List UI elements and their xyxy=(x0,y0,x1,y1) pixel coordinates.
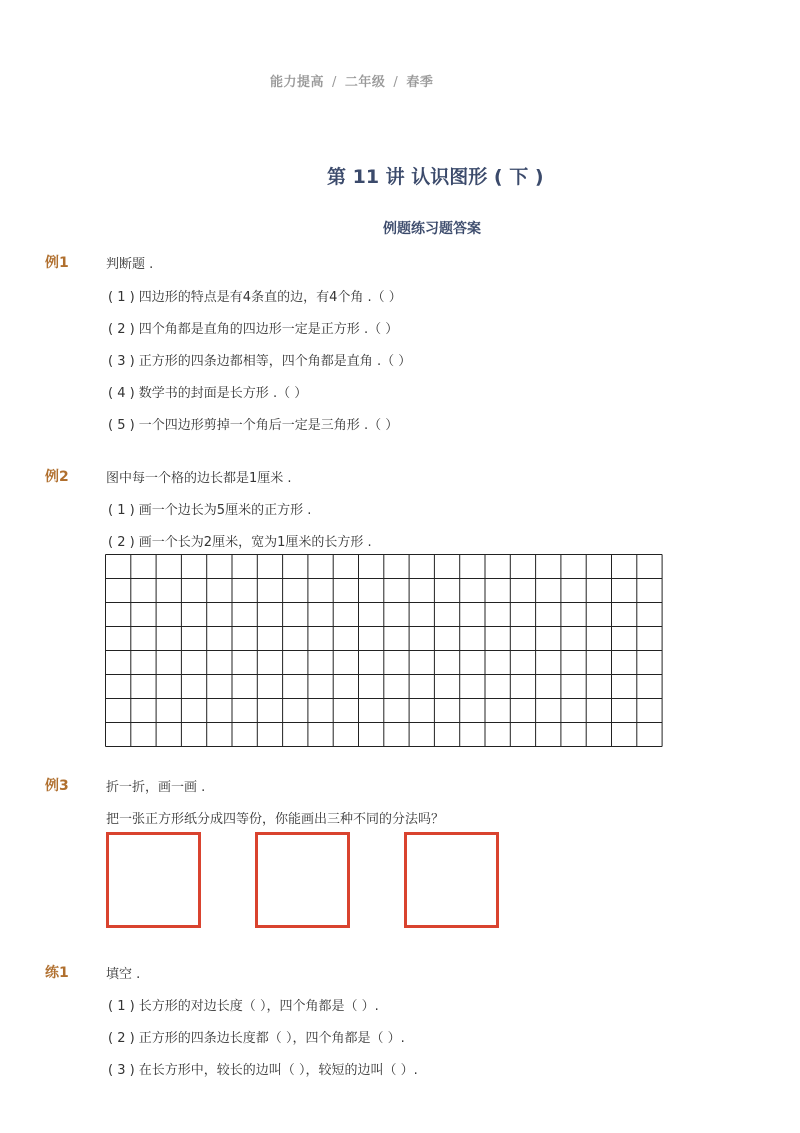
example-2-item: ( 2 ) 画一个长为2厘米，宽为1厘米的长方形 . xyxy=(108,535,372,550)
example-1-item: ( 5 ) 一个四边形剪掉一个角后一定是三角形 .（ ） xyxy=(108,418,399,433)
breadcrumb-item: 春季 xyxy=(406,75,434,90)
example-2-prompt: 图中每一个格的边长都是1厘米 . xyxy=(106,471,292,486)
drawing-square[interactable] xyxy=(255,832,350,928)
practice-1-item: ( 2 ) 正方形的四条边长度都（ ），四个角都是（ ）. xyxy=(108,1031,405,1046)
breadcrumb-item: 二年级 xyxy=(344,75,386,90)
example-1-prompt: 判断题 . xyxy=(106,257,154,272)
drawing-square[interactable] xyxy=(106,832,201,928)
example-1-item: ( 1 ) 四边形的特点是有4条直的边，有4个角 .（ ） xyxy=(108,290,402,305)
page-subtitle: 例题练习题答案 xyxy=(383,221,481,237)
practice-1-label: 练1 xyxy=(45,965,69,981)
example-1-item: ( 3 ) 正方形的四条边都相等，四个角都是直角 .（ ） xyxy=(108,354,412,369)
example-1-item: ( 2 ) 四个角都是直角的四边形一定是正方形 .（ ） xyxy=(108,322,399,337)
drawing-square[interactable] xyxy=(404,832,499,928)
example-2-item: ( 1 ) 画一个边长为5厘米的正方形 . xyxy=(108,503,312,518)
centimeter-grid[interactable] xyxy=(105,554,666,748)
example-3-prompt: 折一折，画一画 . xyxy=(106,780,206,795)
breadcrumb xyxy=(270,71,433,90)
example-3-label: 例3 xyxy=(45,778,69,794)
practice-1-item: ( 1 ) 长方形的对边长度（ ），四个角都是（ ）. xyxy=(108,999,379,1014)
breadcrumb-item: 能力提高 xyxy=(270,75,325,90)
example-2-label: 例2 xyxy=(45,469,69,485)
example-3-question: 把一张正方形纸分成四等份，你能画出三种不同的分法吗？ xyxy=(106,812,445,827)
page-title: 第 11 讲 认识图形 ( 下 ) xyxy=(327,166,544,188)
breadcrumb-separator: / xyxy=(393,75,399,90)
example-1-item: ( 4 ) 数学书的封面是长方形 .（ ） xyxy=(108,386,308,401)
practice-1-item: ( 3 ) 在长方形中，较长的边叫（ ），较短的边叫（ ）. xyxy=(108,1063,418,1078)
breadcrumb-separator: / xyxy=(332,75,337,90)
practice-1-prompt: 填空 . xyxy=(106,967,141,982)
example-1-label: 例1 xyxy=(45,255,69,271)
